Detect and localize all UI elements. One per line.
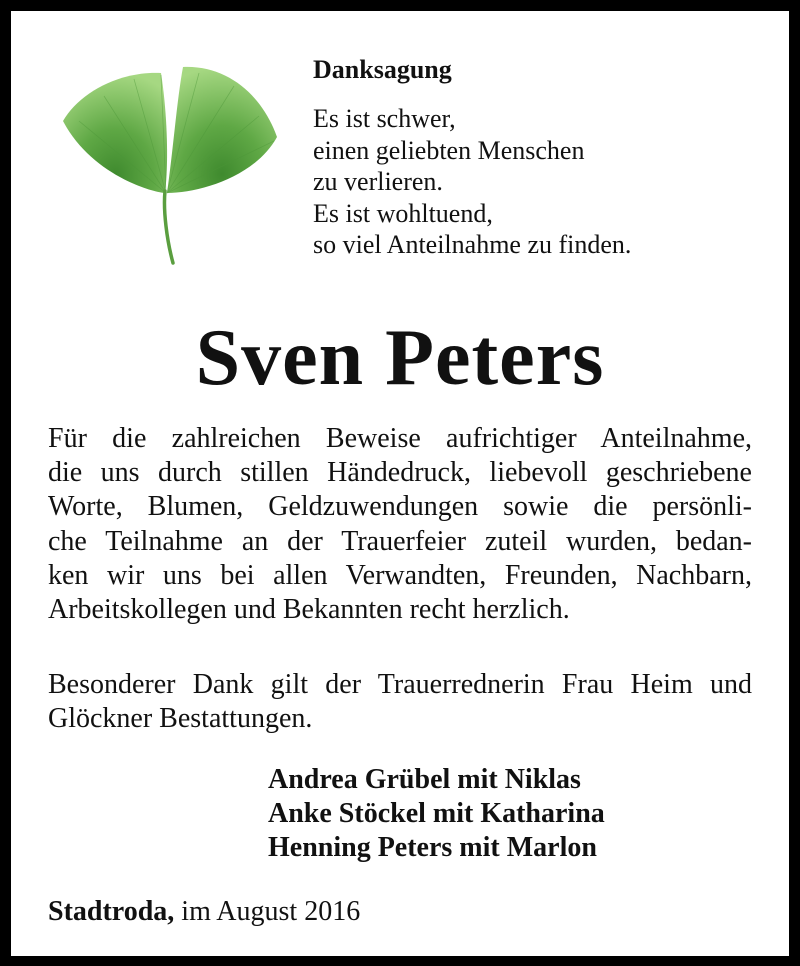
place: Stadtroda, (48, 896, 175, 927)
signer: Anke Stöckel mit Katharina (268, 798, 605, 829)
poem-line: so viel Anteilnahme zu finden. (313, 230, 632, 259)
poem-title: Danksagung (313, 55, 452, 84)
paragraph-line: ken wir uns bei allen Verwandten, Freunden, Nachbarn, (48, 559, 752, 591)
poem-line: Es ist wohltuend, (313, 198, 493, 228)
poem-line: Es ist schwer, (313, 104, 456, 133)
paragraph-line: die uns durch stillen Händedruck, liebevoll geschriebene (48, 457, 752, 489)
poem-line: zu verlieren. (313, 167, 443, 196)
poem-block (313, 55, 631, 261)
ginkgo-leaf-icon (49, 51, 289, 271)
signers-list (268, 763, 605, 865)
deceased-name: Sven Peters (195, 314, 605, 402)
place-date (48, 895, 360, 929)
paragraph-line: Worte, Blumen, Geldzuwendungen sowie die persönli- (48, 491, 752, 523)
paragraph-line: Besonderer Dank gilt der Trauerrednerin Frau Heim und (48, 669, 752, 700)
paragraph-line: Glöckner Bestattungen. (48, 703, 313, 735)
date: im August 2016 (174, 896, 361, 927)
signer: Andrea Grübel mit Niklas (268, 764, 581, 795)
poem-line: einen geliebten Menschen (313, 135, 585, 165)
paragraph-line: Arbeitskollegen und Bekannten recht herzlich. (48, 594, 570, 626)
thanks-paragraph (48, 422, 752, 627)
paragraph-line: Für die zahlreichen Beweise aufrichtiger Anteilnahme, (48, 423, 752, 454)
signer: Henning Peters mit Marlon (268, 832, 597, 863)
paragraph-line: che Teilnahme an der Trauerfeier zuteil wurden, bedan- (48, 525, 752, 557)
special-thanks-paragraph (48, 668, 752, 736)
